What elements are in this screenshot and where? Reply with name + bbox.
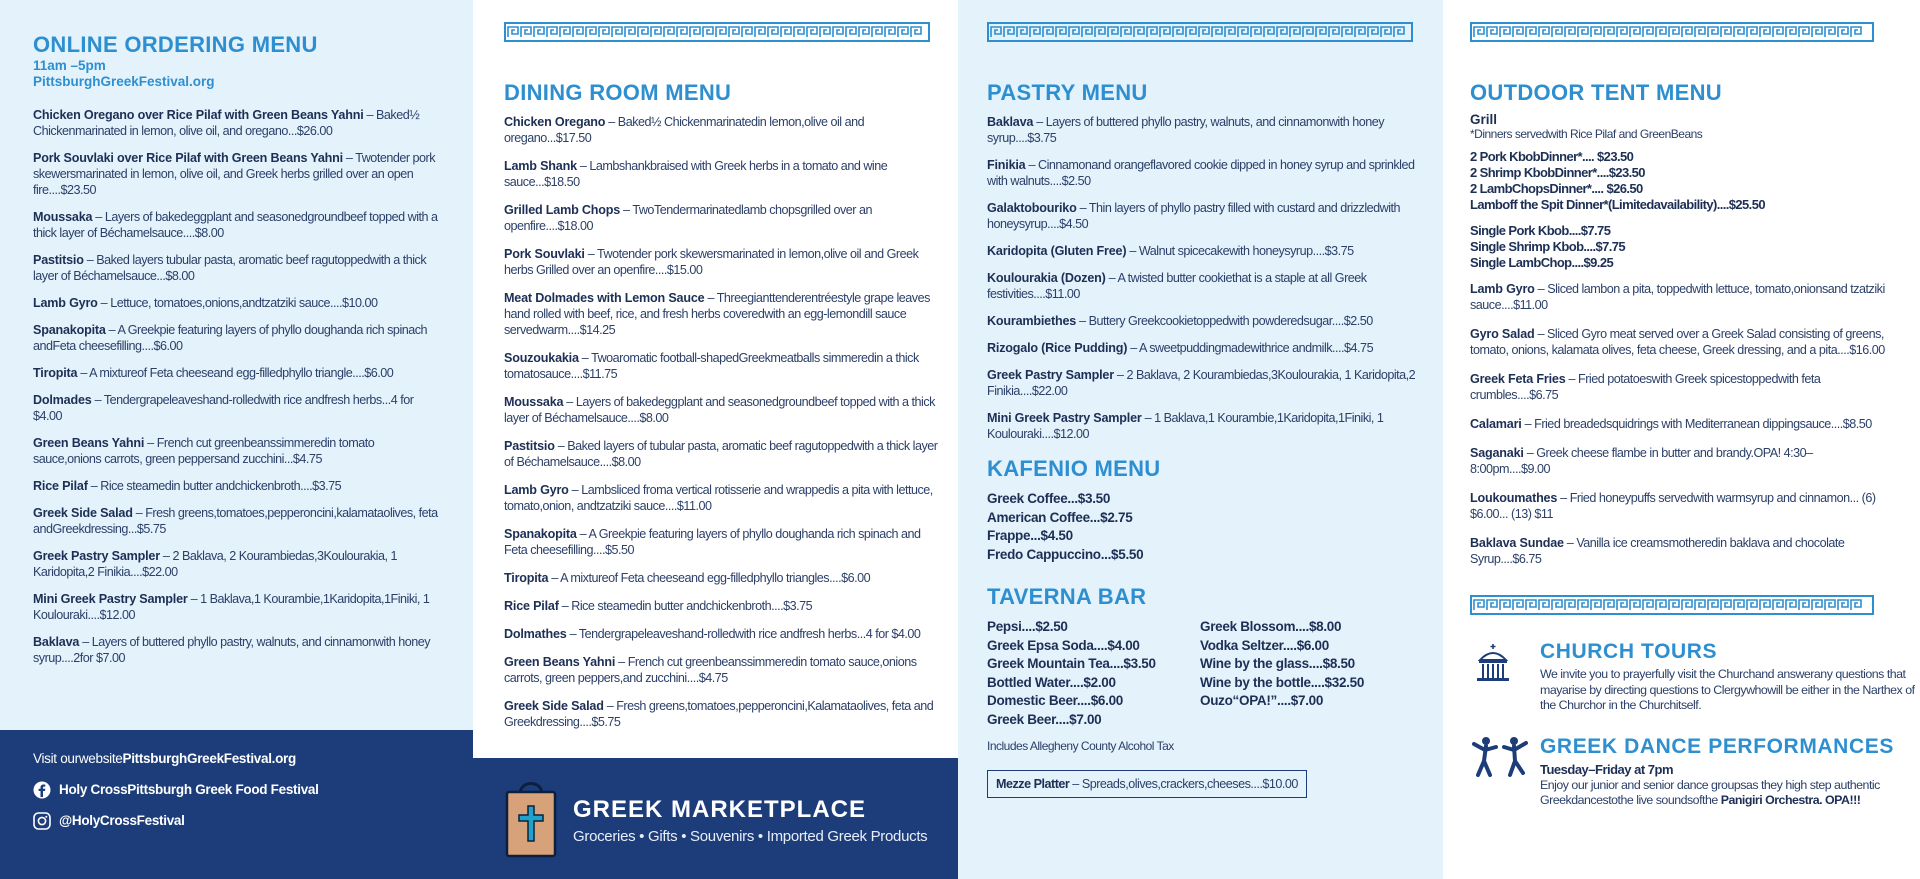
menu-item-desc: A Greekpie featuring layers of phyllo doughanda rich spinach andFeta cheesefilling....$6.00 bbox=[33, 323, 428, 353]
greek-key-border bbox=[1470, 22, 1890, 42]
menu-item: Moussaka – Layers of bakedeggplant and seasonedgroundbeef topped with a thick layer of Béchamelsauce....$8.00 bbox=[33, 210, 438, 240]
menu-item: Greek Side Salad – Fresh greens,tomatoes,pepperoncini,Kalamataolives, feta and Greekdressing....$5.75 bbox=[504, 699, 934, 729]
menu-item-desc: Fried breadedsquidrings with Mediterranean dippingsauce....$8.50 bbox=[1534, 417, 1872, 431]
menu-item-desc: Rice steamedin butter andchickenbroth....$3.75 bbox=[571, 599, 813, 613]
pastry-panel bbox=[958, 0, 1443, 879]
menu-item: Lamb Shank – Lambshankbraised with Greek herbs in a tomato and wine sauce...$18.50 bbox=[504, 159, 888, 189]
menu-item-name: Pork Souvlaki over Rice Pilaf with Green Beans Yahni bbox=[33, 151, 343, 165]
menu-item-desc: Layers of bakedeggplant and seasonedgroundbeef topped with a thick layer of Béchamelsauce....$8.00 bbox=[504, 395, 935, 425]
menu-item-name: Finikia bbox=[987, 158, 1026, 172]
facebook-link[interactable]: Holy CrossPittsburgh Greek Food Festival bbox=[33, 781, 440, 799]
taverna-col-right bbox=[1200, 618, 1413, 729]
church-tours-title: CHURCH TOURS bbox=[1540, 640, 1718, 663]
mezze-desc: Spreads,olives,crackers,cheeses....$10.00 bbox=[1081, 777, 1298, 791]
menu-item-name: Green Beans Yahni bbox=[33, 436, 145, 450]
menu-item: Loukoumathes – Fried honeypuffs servedwith warmsyrup and cinnamon... (6) $6.00... (13) $11 bbox=[1470, 491, 1876, 521]
menu-item: Greek Pastry Sampler – 2 Baklava, 2 Kourambiedas,3Koulourakia, 1 Karidopita,2 Finikia....$22.00 bbox=[987, 368, 1416, 398]
menu-item-name: Dolmades bbox=[33, 393, 92, 407]
visit-website[interactable]: Visit ourwebsite PittsburghGreekFestival.org bbox=[33, 751, 296, 766]
menu-item: Kourambiethes – Buttery Greekcookietoppedwith powderedsugar....$2.50 bbox=[987, 314, 1373, 328]
menu-item-desc: Walnut spicecakewith honeysyrup....$3.75 bbox=[1138, 244, 1354, 258]
menu-item-name: Pastitsio bbox=[33, 253, 84, 267]
menu-item-desc: Cinnamonand orangeflavored cookie dipped in honey syrup and sprinkled with walnuts....$2.50 bbox=[987, 158, 1415, 188]
grill-note: *Dinners servedwith Rice Pilaf and GreenBeans bbox=[1470, 127, 1703, 141]
menu-item-name: Gyro Salad bbox=[1470, 327, 1535, 341]
menu-item-desc: Layers of buttered phyllo pastry, walnuts, and cinnamonwith honey syrup....$3.75 bbox=[987, 115, 1385, 145]
menu-line: 2 LambChopsDinner*.... $26.50 bbox=[1470, 181, 1643, 196]
menu-item-name: Souzoukakia bbox=[504, 351, 579, 365]
shopping-bag-icon bbox=[504, 776, 558, 858]
menu-item-name: Rizogalo (Rice Pudding) bbox=[987, 341, 1128, 355]
outdoor-menu-title: OUTDOOR TENT MENU bbox=[1470, 80, 1722, 105]
menu-line: Single Pork Kbob....$7.75 bbox=[1470, 223, 1611, 238]
dining-menu-title: DINING ROOM MENU bbox=[504, 80, 732, 105]
menu-line: Single Shrimp Kbob....$7.75 bbox=[1470, 239, 1626, 254]
menu-line: Wine by the glass....$8.50 bbox=[1200, 656, 1355, 671]
online-ordering-panel bbox=[0, 0, 473, 879]
online-menu-items bbox=[33, 107, 445, 666]
menu-item: Rizogalo (Rice Pudding) – A sweetpuddingmadewithrice andmilk....$4.75 bbox=[987, 341, 1374, 355]
menu-item-desc: Threegianttenderentréestyle grape leaves hand rolled with beef, rice, and fresh herbs coveredwith an egg-lemondill sauce servedwarm....$14.25 bbox=[504, 291, 930, 337]
menu-item: Baklava Sundae – Vanilla ice creamsmotheredin baklava and chocolate Syrup....$6.75 bbox=[1470, 536, 1845, 566]
menu-item: Spanakopita – A Greekpie featuring layers of phyllo doughanda rich spinach and Feta cheesefilling....$5.50 bbox=[504, 527, 921, 557]
menu-item: Pork Souvlaki over Rice Pilaf with Green Beans Yahni – Twotender pork skewersmarinated in lemon, olive oil, and Greek herbs grilled over an open fire....$23.50 bbox=[33, 151, 436, 197]
dance-title: GREEK DANCE PERFORMANCES bbox=[1540, 735, 1894, 758]
outdoor-menu-items bbox=[1470, 281, 1890, 567]
menu-line: Frappe...$4.50 bbox=[987, 528, 1073, 543]
menu-item: Mini Greek Pastry Sampler – 1 Baklava,1 Kourambie,1Karidopita,1Finiki, 1 Koulouraki....$12.00 bbox=[987, 411, 1384, 441]
greek-key-border bbox=[987, 22, 1427, 42]
menu-item-name: Greek Side Salad bbox=[33, 506, 133, 520]
alcohol-tax-note: Includes Allegheny County Alcohol Tax bbox=[987, 739, 1174, 753]
kafenio-menu-items bbox=[987, 490, 1427, 564]
menu-item-name: Rice Pilaf bbox=[33, 479, 88, 493]
orchestra-name: Panigiri Orchestra. OPA!!! bbox=[1720, 793, 1861, 807]
church-icon bbox=[1470, 640, 1516, 686]
menu-line: Greek Epsa Soda....$4.00 bbox=[987, 637, 1140, 653]
menu-item: Pork Souvlaki – Twotender pork skewersmarinated in lemon,olive oil and Greek herbs Grilled over an openfire....$15.00 bbox=[504, 247, 919, 277]
menu-item-name: Baklava bbox=[987, 115, 1034, 129]
dance-section bbox=[1470, 735, 1894, 845]
menu-item-name: Spanakopita bbox=[33, 323, 106, 337]
menu-item: Finikia – Cinnamonand orangeflavored cookie dipped in honey syrup and sprinkled with walnuts....$2.50 bbox=[987, 158, 1415, 188]
menu-item-name: Karidopita (Gluten Free) bbox=[987, 244, 1127, 258]
menu-item-name: Pastitsio bbox=[504, 439, 555, 453]
menu-item-desc: 2 Baklava, 2 Kourambiedas,3Koulourakia, 1 Karidopita,2 Finikia....$22.00 bbox=[33, 549, 397, 579]
menu-item: Karidopita (Gluten Free) – Walnut spicecakewith honeysyrup....$3.75 bbox=[987, 244, 1354, 258]
menu-item-name: Tiropita bbox=[504, 571, 549, 585]
menu-item-desc: 2 Baklava, 2 Kourambiedas,3Koulourakia, 1 Karidopita,2 Finikia....$22.00 bbox=[987, 368, 1416, 398]
menu-line: Greek Mountain Tea....$3.50 bbox=[987, 656, 1156, 671]
menu-item-name: Saganaki bbox=[1470, 446, 1524, 460]
menu-item-desc: Fresh greens,tomatoes,pepperoncini,Kalamataolives, feta and Greekdressing....$5.75 bbox=[504, 699, 934, 729]
menu-item-name: Tiropita bbox=[33, 366, 78, 380]
menu-item: Green Beans Yahni – French cut greenbeanssimmeredin tomato sauce,onions carrots, green peppers,and zucchini....$4.75 bbox=[504, 655, 917, 685]
grill-singles bbox=[1470, 223, 1890, 271]
menu-item-name: Lamb Shank bbox=[504, 159, 577, 173]
menu-item-desc: Twotender pork skewersmarinated in lemon, olive oil, and Greek herbs grilled over an open fire....$23.50 bbox=[33, 151, 436, 197]
menu-item-desc: Baked½ Chickenmarinated in lemon, olive oil, and oregano...$26.00 bbox=[33, 108, 420, 138]
menu-item: Mini Greek Pastry Sampler – 1 Baklava,1 Kourambie,1Karidopita,1Finiki, 1 Koulouraki....$12.00 bbox=[33, 592, 430, 622]
facebook-icon bbox=[33, 781, 51, 799]
menu-item-name: Baklava bbox=[33, 635, 80, 649]
menu-line: Vodka Seltzer....$6.00 bbox=[1200, 637, 1329, 653]
menu-item-desc: Sliced lambon a pita, toppedwith lettuce, tomato,onionsand tzatziki sauce....$11.00 bbox=[1470, 282, 1885, 312]
menu-item: Meat Dolmades with Lemon Sauce – Threegianttenderentréestyle grape leaves hand rolled with beef, rice, and fresh herbs coveredwith an egg-lemondill sauce servedwarm....$14.25 bbox=[504, 291, 930, 337]
menu-item-desc: Twotender pork skewersmarinated in lemon,olive oil and Greek herbs Grilled over an openfire....$15.00 bbox=[504, 247, 919, 277]
grill-title: Grill bbox=[1470, 112, 1498, 127]
menu-item-desc: Lambsliced froma vertical rotisserie and wrappedis a pita with lettuce, tomato,onion, andtzatziki sauce....$11.00 bbox=[504, 483, 933, 513]
menu-item-desc: French cut greenbeanssimmeredin tomato sauce,onions carrots, green peppers,and zucchini....$4.75 bbox=[504, 655, 917, 685]
menu-item-name: Greek Feta Fries bbox=[1470, 372, 1566, 386]
grill-dinners bbox=[1470, 149, 1890, 213]
menu-item-name: Spanakopita bbox=[504, 527, 577, 541]
menu-item-name: Rice Pilaf bbox=[504, 599, 559, 613]
menu-item-desc: Lambshankbraised with Greek herbs in a tomato and wine sauce...$18.50 bbox=[504, 159, 888, 189]
menu-item-desc: Vanilla ice creamsmotheredin baklava and chocolate Syrup....$6.75 bbox=[1470, 536, 1845, 566]
menu-item-name: Calamari bbox=[1470, 417, 1522, 431]
menu-item-name: Koulourakia (Dozen) bbox=[987, 271, 1106, 285]
greek-key-border bbox=[504, 22, 944, 42]
pastry-menu-items bbox=[987, 114, 1427, 442]
menu-item: Spanakopita – A Greekpie featuring layers of phyllo doughanda rich spinach andFeta cheesefilling....$6.00 bbox=[33, 323, 428, 353]
menu-item-desc: Fried honeypuffs servedwith warmsyrup and cinnamon... (6) $6.00... (13) $11 bbox=[1470, 491, 1876, 521]
menu-line: Greek Blossom....$8.00 bbox=[1200, 619, 1342, 634]
menu-line: Single LambChop....$9.25 bbox=[1470, 255, 1614, 270]
menu-item: Grilled Lamb Chops – TwoTendermarinatedlamb chopsgrilled over an openfire....$18.00 bbox=[504, 203, 872, 233]
menu-item-name: Lamb Gyro bbox=[504, 483, 569, 497]
menu-item-desc: Baked layers of tubular pasta, aromatic beef ragutoppedwith a thick layer of Béchamelsauce....$8.00 bbox=[504, 439, 938, 469]
menu-item-name: Grilled Lamb Chops bbox=[504, 203, 621, 217]
menu-item-name: Dolmathes bbox=[504, 627, 567, 641]
menu-item-desc: A mixtureof Feta cheeseand egg-filledphyllo triangle....$6.00 bbox=[89, 366, 394, 380]
dining-menu-items bbox=[504, 114, 944, 730]
menu-item: Chicken Oregano over Rice Pilaf with Green Beans Yahni – Baked½ Chickenmarinated in lemon, olive oil, and oregano...$26.00 bbox=[33, 108, 420, 138]
instagram-link[interactable]: @HolyCrossFestival bbox=[33, 812, 440, 830]
pastry-menu-title: PASTRY MENU bbox=[987, 80, 1148, 105]
menu-item: Pastitsio – Baked layers of tubular pasta, aromatic beef ragutoppedwith a thick layer of Béchamelsauce....$8.00 bbox=[504, 439, 938, 469]
menu-item-name: Mini Greek Pastry Sampler bbox=[33, 592, 188, 606]
menu-item-desc: Fried potatoeswith Greek spicestoppedwith feta crumbles....$6.75 bbox=[1470, 372, 1821, 402]
menu-item: Pastitsio – Baked layers tubular pasta, aromatic beef ragutoppedwith a thick layer of Béchamelsauce...$8.00 bbox=[33, 253, 427, 283]
menu-item-desc: Rice steamedin butter andchickenbroth....$3.75 bbox=[100, 479, 342, 493]
menu-item-desc: A twisted butter cookiethat is a staple at all Greek festivities....$11.00 bbox=[987, 271, 1367, 301]
menu-item-desc: Baked layers tubular pasta, aromatic beef ragutoppedwith a thick layer of Béchamelsauce...$8.00 bbox=[33, 253, 427, 283]
church-tours-section bbox=[1470, 640, 1915, 720]
instagram-icon bbox=[33, 812, 51, 830]
menu-item: Greek Pastry Sampler – 2 Baklava, 2 Kourambiedas,3Koulourakia, 1 Karidopita,2 Finikia....$22.00 bbox=[33, 549, 397, 579]
menu-item-desc: Layers of buttered phyllo pastry, walnuts, and cinnamonwith honey syrup....2for $7.00 bbox=[33, 635, 431, 665]
menu-line: Wine by the bottle....$32.50 bbox=[1200, 674, 1365, 690]
menu-item-desc: 1 Baklava,1 Kourambie,1Karidopita,1Finiki, 1 Koulouraki....$12.00 bbox=[33, 592, 430, 622]
mezze-platter-box: Mezze Platter – Spreads,olives,crackers,cheeses....$10.00 bbox=[987, 770, 1307, 798]
menu-item-name: Moussaka bbox=[504, 395, 564, 409]
online-site-link[interactable]: PittsburghGreekFestival.org bbox=[33, 74, 215, 89]
menu-item-desc: Tendergrapeleaveshand-rolledwith rice andfresh herbs...4 for $4.00 bbox=[33, 393, 414, 423]
menu-item-desc: Buttery Greekcookietoppedwith powderedsugar....$2.50 bbox=[1088, 314, 1373, 328]
menu-line: Greek Beer....$7.00 bbox=[987, 711, 1102, 727]
marketplace-subtitle: Groceries • Gifts • Souvenirs • Imported Greek Products bbox=[573, 828, 928, 845]
menu-item: Gyro Salad – Sliced Gyro meat served over a Greek Salad consisting of greens, tomato, onions, kalamata olives, feta cheese, Greek dressing, and a pita....$16.00 bbox=[1470, 327, 1885, 357]
menu-line: Domestic Beer....$6.00 bbox=[987, 693, 1123, 708]
menu-item-desc: Tendergrapeleaveshand-rolledwith rice andfresh herbs...4 for $4.00 bbox=[578, 627, 921, 641]
menu-item: Lamb Gyro – Lambsliced froma vertical rotisserie and wrappedis a pita with lettuce, tomato,onion, andtzatziki sauce....$11.00 bbox=[504, 483, 933, 513]
menu-line: Bottled Water....$2.00 bbox=[987, 674, 1116, 690]
dining-room-panel bbox=[473, 0, 958, 879]
online-hours: 11am –5pm bbox=[33, 58, 106, 73]
kafenio-menu-title: KAFENIO MENU bbox=[987, 456, 1161, 481]
menu-item-name: Baklava Sundae bbox=[1470, 536, 1564, 550]
menu-item-name: Lamb Gyro bbox=[33, 296, 98, 310]
menu-item: Calamari – Fried breadedsquidrings with Mediterranean dippingsauce....$8.50 bbox=[1470, 417, 1872, 431]
dancers-icon bbox=[1470, 735, 1532, 781]
menu-item-name: Kourambiethes bbox=[987, 314, 1077, 328]
taverna-bar-list bbox=[987, 618, 1427, 729]
online-menu-title: ONLINE ORDERING MENU bbox=[33, 32, 318, 57]
menu-item: Dolmades – Tendergrapeleaveshand-rolledwith rice andfresh herbs...4 for $4.00 bbox=[33, 393, 414, 423]
menu-item-name: Loukoumathes bbox=[1470, 491, 1558, 505]
greek-key-border bbox=[1470, 595, 1874, 615]
menu-line: Pepsi....$2.50 bbox=[987, 619, 1068, 634]
menu-item: Saganaki – Greek cheese flambe in butter and brandy.OPA! 4:30–8:00pm....$9.00 bbox=[1470, 446, 1813, 476]
online-footer bbox=[0, 730, 473, 879]
menu-item-desc: Fresh greens,tomatoes,pepperoncini,kalamataolives, feta andGreekdressing...$5.75 bbox=[33, 506, 438, 536]
menu-item: Lamb Gyro – Sliced lambon a pita, toppedwith lettuce, tomato,onionsand tzatziki sauce....$11.00 bbox=[1470, 282, 1885, 312]
menu-item-name: Pork Souvlaki bbox=[504, 247, 585, 261]
menu-item: Koulourakia (Dozen) – A twisted butter cookiethat is a staple at all Greek festivities....$11.00 bbox=[987, 271, 1367, 301]
menu-item: Baklava – Layers of buttered phyllo pastry, walnuts, and cinnamonwith honey syrup....$3.75 bbox=[987, 115, 1385, 145]
menu-line: Ouzo“OPA!”....$7.00 bbox=[1200, 693, 1324, 708]
menu-item: Rice Pilaf – Rice steamedin butter andchickenbroth....$3.75 bbox=[33, 479, 342, 493]
menu-item-desc: A sweetpuddingmadewithrice andmilk....$4.75 bbox=[1139, 341, 1374, 355]
menu-item-desc: Greek cheese flambe in butter and brandy.OPA! 4:30–8:00pm....$9.00 bbox=[1470, 446, 1813, 476]
menu-item-desc: French cut greenbeanssimmeredin tomato sauce,onions carrots, green peppersand zucchini...$4.75 bbox=[33, 436, 375, 466]
dance-text: Enjoy our junior and senior dance groupsas they high step authentic Greekdancestothe live soundsofthe Panigiri Orchestra. OPA!!! bbox=[1540, 777, 1880, 807]
menu-item-name: Greek Side Salad bbox=[504, 699, 604, 713]
menu-item-desc: Twoaromatic football-shapedGreekmeatballs simmeredin a thick tomatosauce....$11.75 bbox=[504, 351, 919, 381]
outdoor-tent-panel bbox=[1443, 0, 1920, 879]
menu-item-name: Moussaka bbox=[33, 210, 93, 224]
menu-item-name: Chicken Oregano over Rice Pilaf with Green Beans Yahni bbox=[33, 108, 364, 122]
menu-item-name: Greek Pastry Sampler bbox=[987, 368, 1114, 382]
menu-item-desc: TwoTendermarinatedlamb chopsgrilled over an openfire....$18.00 bbox=[504, 203, 872, 233]
menu-item-name: Mini Greek Pastry Sampler bbox=[987, 411, 1142, 425]
menu-line: 2 Shrimp KbobDinner*....$23.50 bbox=[1470, 165, 1645, 180]
menu-item: Greek Side Salad – Fresh greens,tomatoes,pepperoncini,kalamataolives, feta andGreekdressing...$5.75 bbox=[33, 506, 438, 536]
menu-line: Greek Coffee...$3.50 bbox=[987, 491, 1111, 506]
taverna-bar-title: TAVERNA BAR bbox=[987, 584, 1147, 609]
menu-line: Fredo Cappuccino...$5.50 bbox=[987, 546, 1144, 562]
menu-item-name: Greek Pastry Sampler bbox=[33, 549, 160, 563]
menu-item-desc: Sliced Gyro meat served over a Greek Salad consisting of greens, tomato, onions, kalamata olives, feta cheese, Greek dressing, and a pita....$16.00 bbox=[1470, 327, 1885, 357]
menu-item: Chicken Oregano – Baked½ Chickenmarinatedin lemon,olive oil and oregano...$17.50 bbox=[504, 115, 865, 145]
menu-item: Tiropita – A mixtureof Feta cheeseand egg-filledphyllo triangle....$6.00 bbox=[33, 366, 394, 380]
menu-item-desc: Baked½ Chickenmarinatedin lemon,olive oil and oregano...$17.50 bbox=[504, 115, 865, 145]
menu-item: Galaktobouriko – Thin layers of phyllo pastry filled with custard and drizzledwith honeysyrup....$4.50 bbox=[987, 201, 1401, 231]
menu-item: Moussaka – Layers of bakedeggplant and seasonedgroundbeef topped with a thick layer of Béchamelsauce....$8.00 bbox=[504, 395, 935, 425]
menu-item-desc: A Greekpie featuring layers of phyllo doughanda rich spinach and Feta cheesefilling....$5.50 bbox=[504, 527, 921, 557]
footer-site-link[interactable]: PittsburghGreekFestival.org bbox=[122, 751, 296, 766]
menu-item-name: Green Beans Yahni bbox=[504, 655, 616, 669]
marketplace-title: GREEK MARKETPLACE bbox=[573, 796, 867, 823]
menu-line: Lamboff the Spit Dinner*(Limitedavailability)....$25.50 bbox=[1470, 197, 1765, 212]
menu-item-desc: Lettuce, tomatoes,onions,andtzatziki sauce....$10.00 bbox=[110, 296, 378, 310]
menu-item: Tiropita – A mixtureof Feta cheeseand egg-filledphyllo triangles....$6.00 bbox=[504, 571, 871, 585]
menu-line: 2 Pork KbobDinner*.... $23.50 bbox=[1470, 149, 1634, 164]
menu-item-name: Galaktobouriko bbox=[987, 201, 1077, 215]
menu-item: Dolmathes – Tendergrapeleaveshand-rolledwith rice andfresh herbs...4 for $4.00 bbox=[504, 627, 921, 641]
church-tours-text: We invite you to prayerfully visit the Churchand answerany questions that mayarise by directing questions to Clergywhowill be either in the Narthex of the Churchor in the Churchitself. bbox=[1540, 667, 1915, 712]
menu-item: Lamb Gyro – Lettuce, tomatoes,onions,andtzatziki sauce....$10.00 bbox=[33, 296, 378, 310]
greek-marketplace-banner bbox=[473, 758, 958, 879]
menu-item: Souzoukakia – Twoaromatic football-shapedGreekmeatballs simmeredin a thick tomatosauce....$11.75 bbox=[504, 351, 919, 381]
menu-item-desc: Layers of bakedeggplant and seasonedgroundbeef topped with a thick layer of Béchamelsauce....$8.00 bbox=[33, 210, 438, 240]
menu-item-name: Lamb Gyro bbox=[1470, 282, 1535, 296]
menu-item: Green Beans Yahni – French cut greenbeanssimmeredin tomato sauce,onions carrots, green peppersand zucchini...$4.75 bbox=[33, 436, 375, 466]
menu-item: Baklava – Layers of buttered phyllo pastry, walnuts, and cinnamonwith honey syrup....2for $7.00 bbox=[33, 635, 431, 665]
dance-schedule: Tuesday–Friday at 7pm bbox=[1540, 762, 1674, 777]
menu-item-name: Meat Dolmades with Lemon Sauce bbox=[504, 291, 705, 305]
menu-item-desc: Thin layers of phyllo pastry filled with custard and drizzledwith honeysyrup....$4.50 bbox=[987, 201, 1401, 231]
menu-item-desc: 1 Baklava,1 Kourambie,1Karidopita,1Finiki, 1 Koulouraki....$12.00 bbox=[987, 411, 1384, 441]
taverna-col-left bbox=[987, 618, 1200, 729]
menu-item: Rice Pilaf – Rice steamedin butter andchickenbroth....$3.75 bbox=[504, 599, 813, 613]
menu-item: Greek Feta Fries – Fried potatoeswith Greek spicestoppedwith feta crumbles....$6.75 bbox=[1470, 372, 1821, 402]
menu-item-name: Chicken Oregano bbox=[504, 115, 606, 129]
menu-item-desc: A mixtureof Feta cheeseand egg-filledphyllo triangles....$6.00 bbox=[560, 571, 871, 585]
menu-line: American Coffee...$2.75 bbox=[987, 509, 1133, 525]
mezze-name: Mezze Platter bbox=[996, 777, 1070, 791]
